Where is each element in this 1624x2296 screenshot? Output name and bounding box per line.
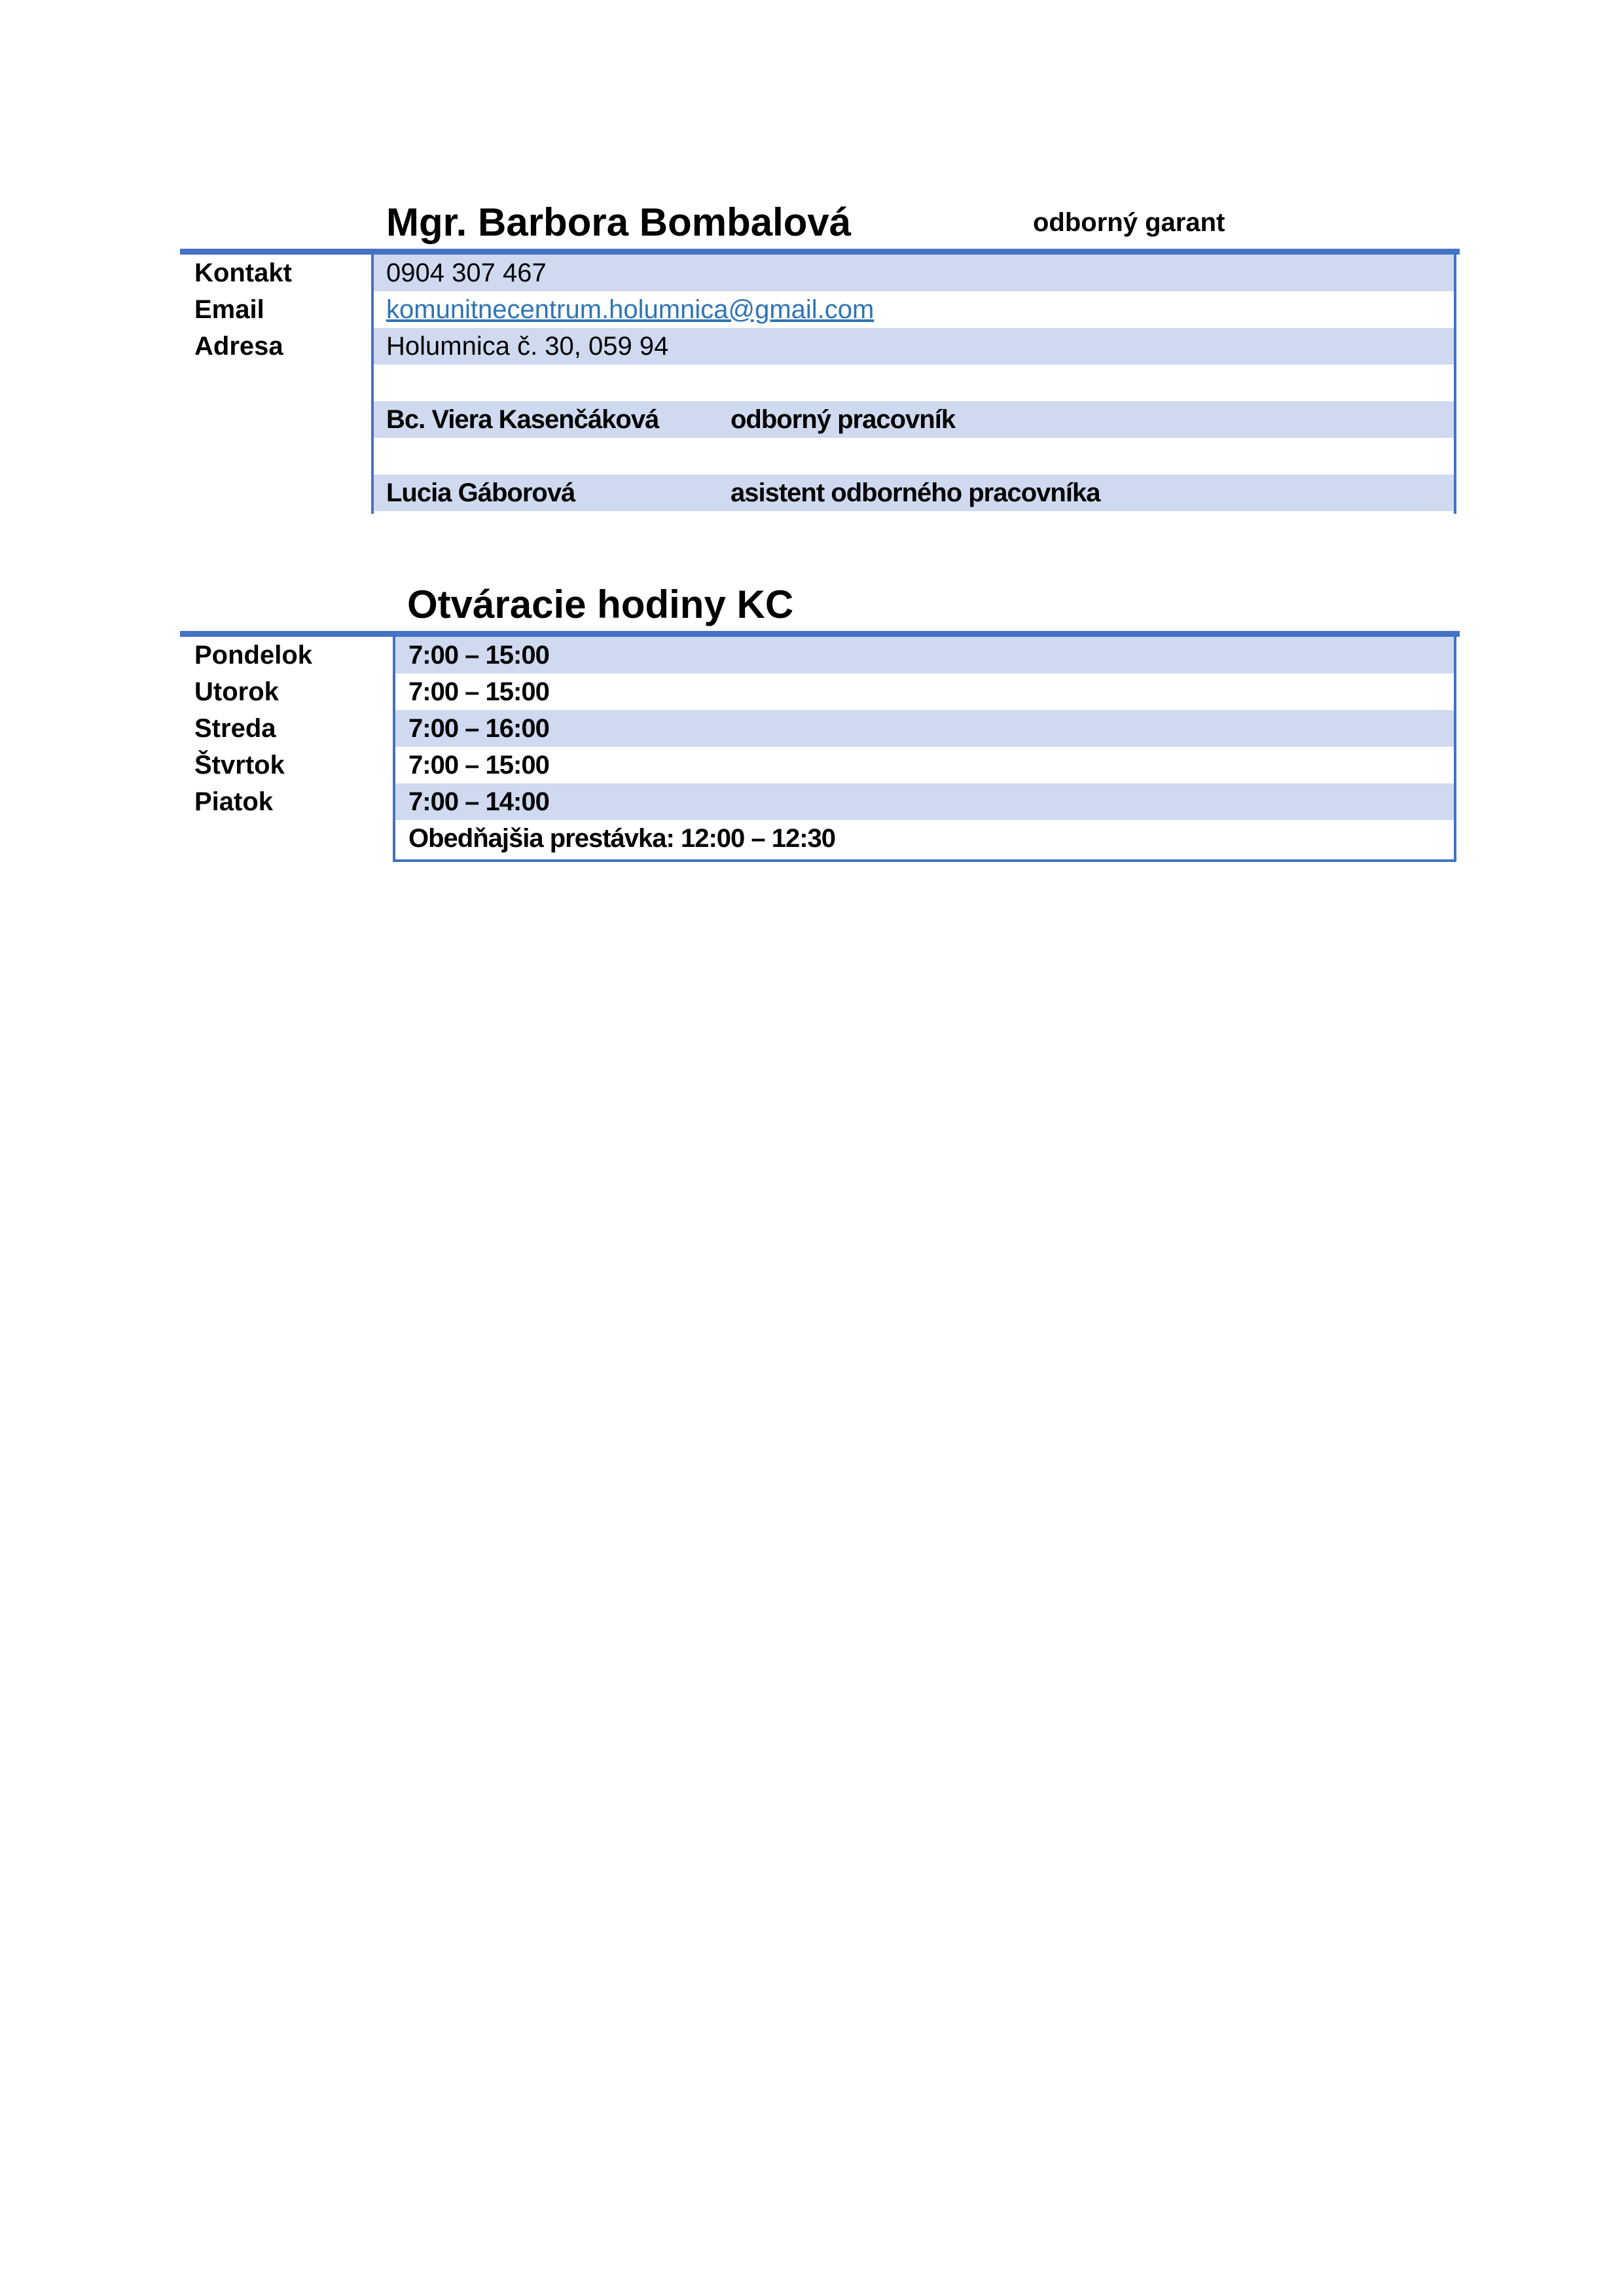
hours-divider (180, 631, 1460, 637)
day-label: Piatok (194, 787, 274, 816)
staff-row (374, 401, 1454, 438)
hours-row (395, 710, 1454, 747)
hours-row (395, 673, 1454, 710)
staff-name: Bc. Viera Kasenčáková (386, 405, 659, 434)
lunch-break: Obedňajšia prestávka: 12:00 – 12:30 (408, 824, 836, 853)
hours-row (395, 783, 1454, 820)
hours-value: 7:00 – 15:00 (408, 751, 549, 780)
staff-row (374, 475, 1454, 511)
contact-row-spacer (374, 365, 1454, 401)
contact-divider (180, 249, 1460, 255)
hours-value: 7:00 – 14:00 (408, 787, 549, 816)
phone-value: 0904 307 467 (386, 259, 547, 287)
hours-row (395, 637, 1454, 673)
contact-row-phone (374, 255, 1454, 291)
hours-row (395, 747, 1454, 783)
day-label: Pondelok (194, 641, 313, 670)
contact-row-email (374, 291, 1454, 328)
coordinator-role: odborný garant (1033, 208, 1225, 237)
staff-role: odborný pracovník (731, 405, 956, 434)
email-link[interactable]: komunitnecentrum.holumnica@gmail.com (386, 295, 875, 324)
day-label: Štvrtok (194, 751, 285, 780)
staff-role: asistent odborného pracovníka (731, 478, 1100, 507)
contact-row-spacer (374, 438, 1454, 475)
hours-value: 7:00 – 15:00 (408, 677, 549, 706)
day-label: Streda (194, 714, 276, 743)
hours-table (393, 637, 1456, 862)
contact-table (371, 255, 1456, 514)
label-address: Adresa (194, 332, 283, 361)
label-contact: Kontakt (194, 259, 292, 287)
hours-value: 7:00 – 15:00 (408, 641, 549, 670)
day-label: Utorok (194, 677, 279, 706)
address-value: Holumnica č. 30, 059 94 (386, 332, 669, 361)
hours-title: Otváracie hodiny KC (407, 583, 794, 626)
lunch-break-row (395, 820, 1454, 857)
contact-row-address (374, 328, 1454, 365)
coordinator-name: Mgr. Barbora Bombalová (386, 200, 852, 244)
staff-name: Lucia Gáborová (386, 478, 575, 507)
hours-value: 7:00 – 16:00 (408, 714, 549, 743)
label-email: Email (194, 295, 264, 324)
